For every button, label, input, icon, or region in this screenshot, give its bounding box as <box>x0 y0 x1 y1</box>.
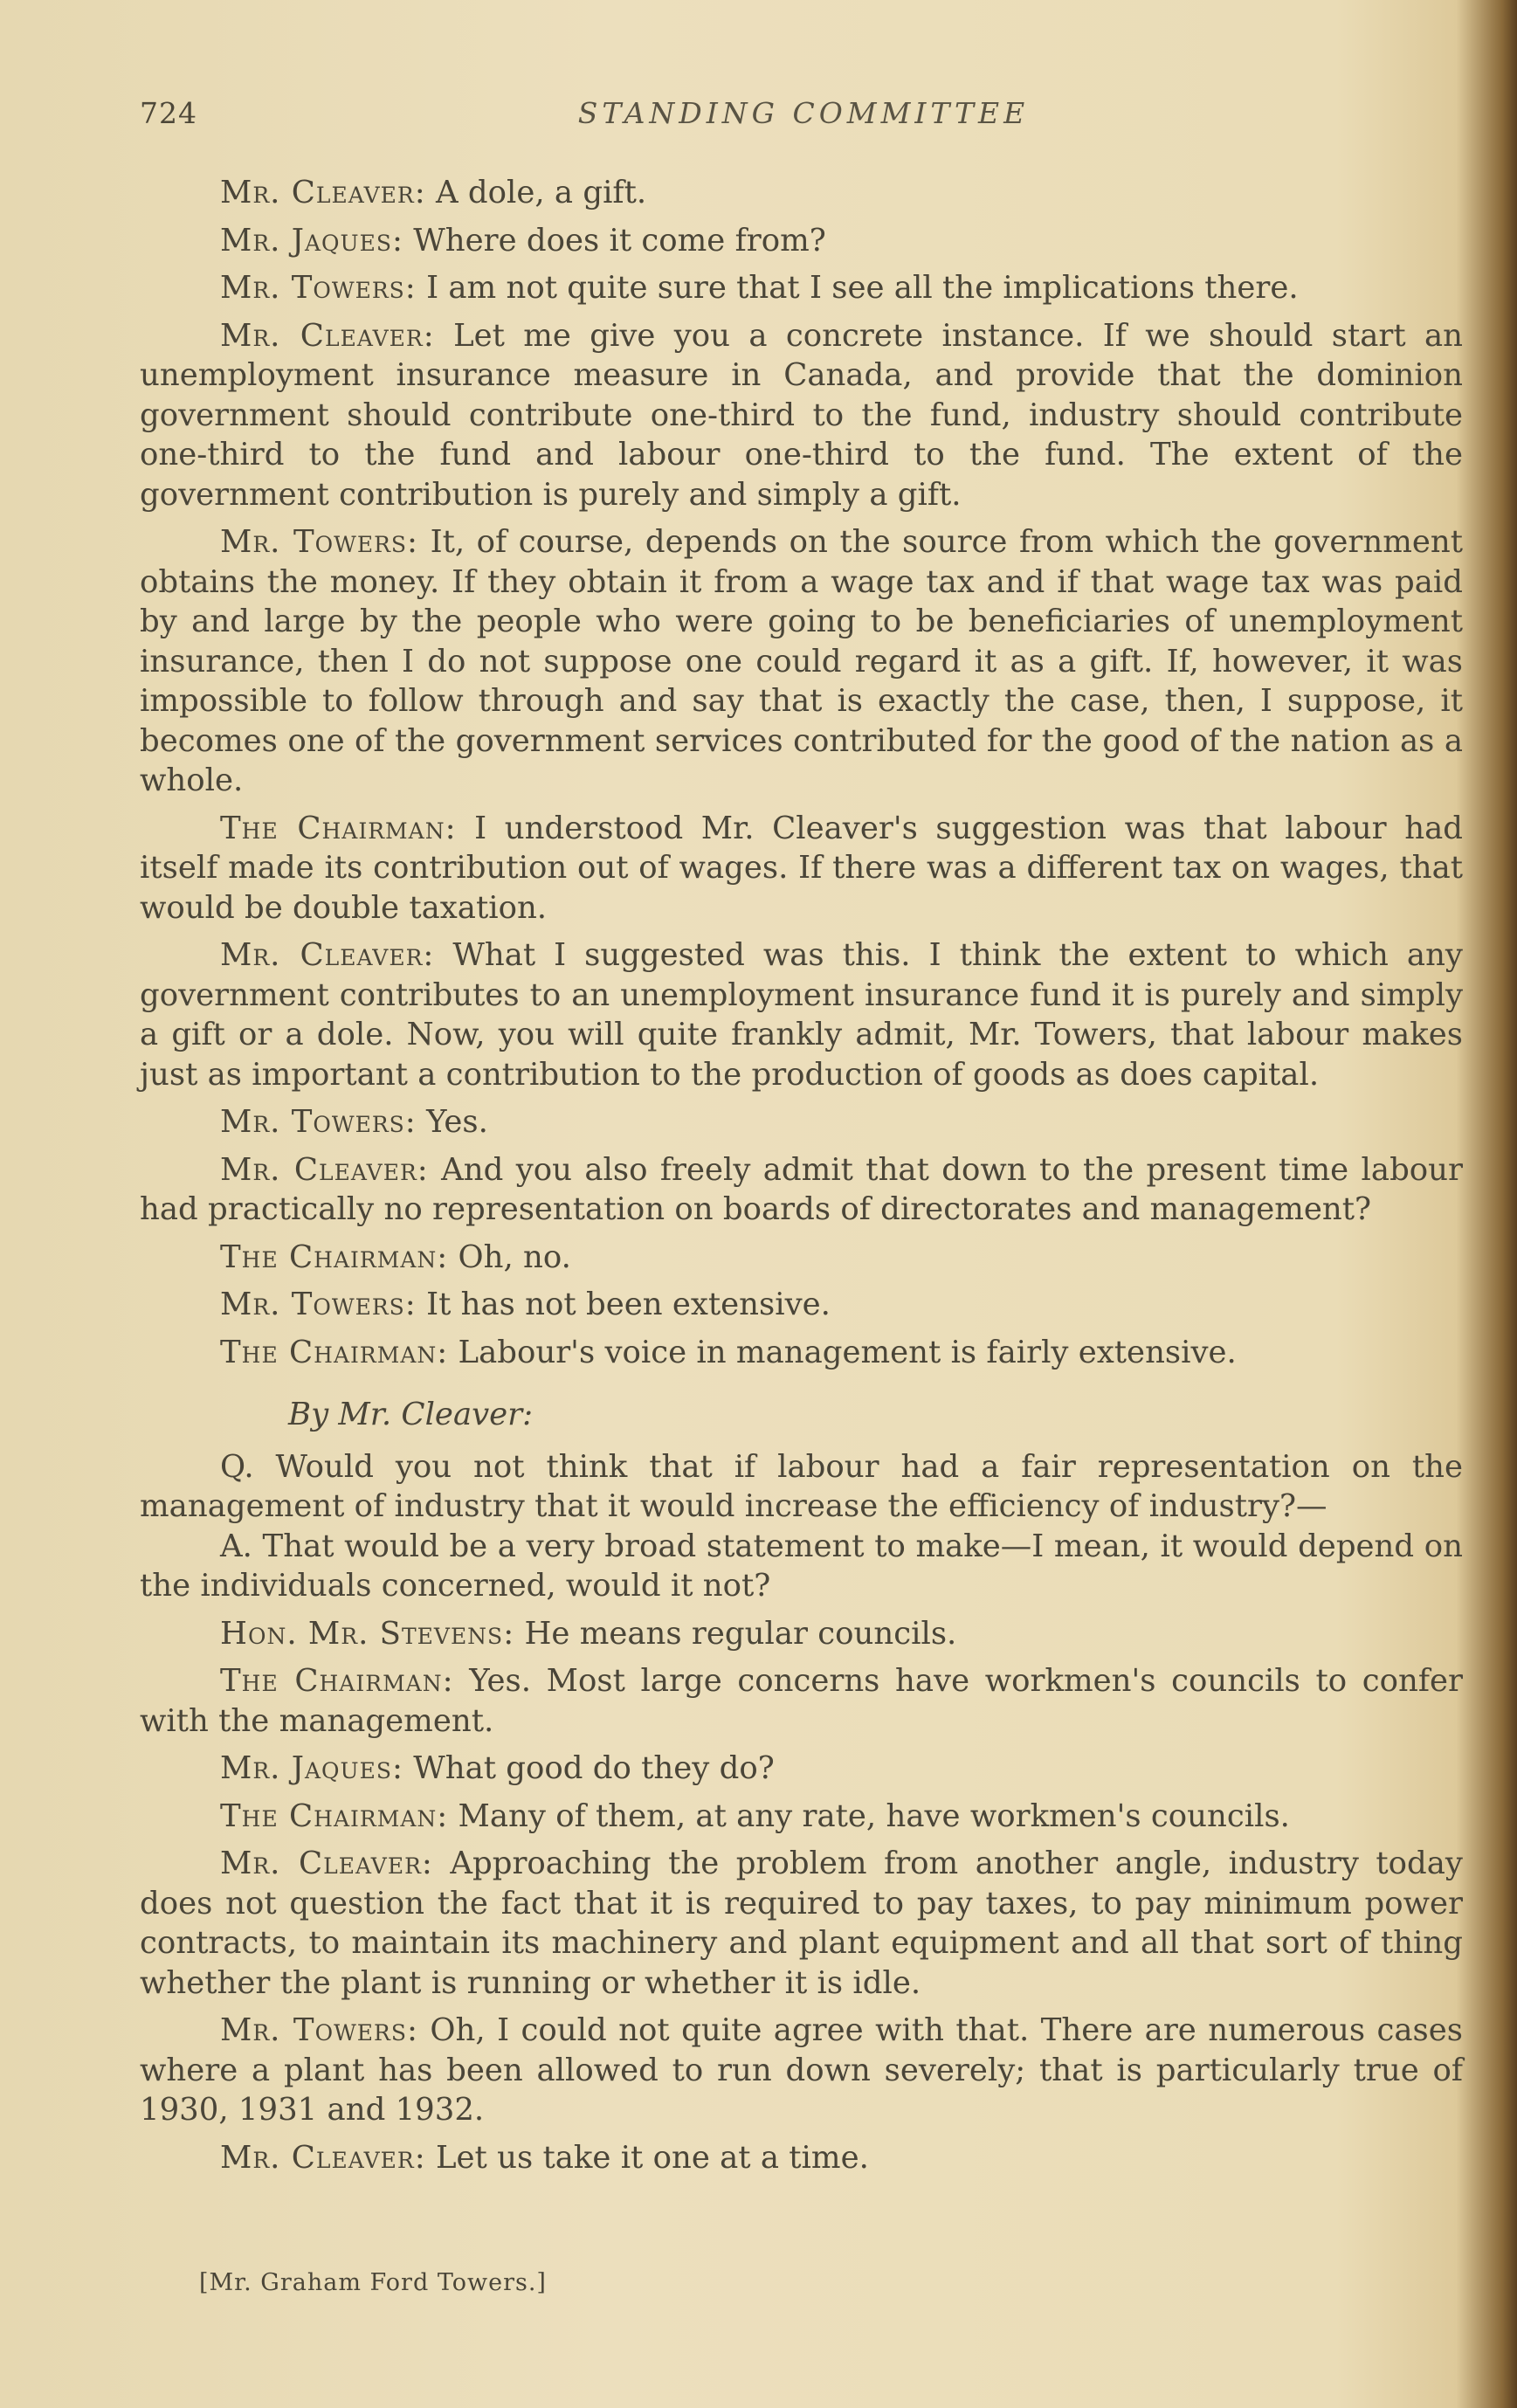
speech-text: Let us take it one at a time. <box>435 2139 869 2176</box>
dialogue-paragraph <box>140 221 1463 261</box>
speech-text: Oh, no. <box>458 1238 571 1275</box>
speaker-label: The Chairman: <box>220 1238 449 1275</box>
dialogue-paragraph <box>140 1844 1463 2003</box>
dialogue-paragraph <box>140 316 1463 515</box>
speech-text: It has not been extensive. <box>426 1287 831 1322</box>
dialogue-paragraph <box>140 1661 1463 1741</box>
dialogue-paragraph <box>140 173 1463 213</box>
dialogue-paragraph <box>140 1285 1463 1325</box>
dialogue-paragraph <box>140 1797 1463 1837</box>
speech-text: Let me give you a concrete instance. If we should start an unemployment insurance measure in Canada, and provide that the dominion government should contribute one-third to the fund, industry should contribute one-third to the fund and labour one-third to the fund. The extent of the government contribution is purely and simply a gift. <box>140 317 1463 513</box>
speaker-label: Mr. Towers: <box>220 1287 417 1322</box>
speech-text: Many of them, at any rate, have workmen's councils. <box>458 1797 1290 1834</box>
speech-text: I am not quite sure that I see all the implications there. <box>426 270 1299 306</box>
speech-text: Oh, I could not quite agree with that. There are numerous cases where a plant has been allowed to run down severely; that is particularly true of 1930, 1931 and 1932. <box>140 2012 1463 2128</box>
speaker-label: Mr. Jaques: <box>220 222 403 259</box>
speech-text: What I suggested was this. I think the extent to which any government contributes to an unemployment insurance fund it is purely and simply a gift or a dole. Now, you will quite frankly admit, Mr. Towers, that labour makes just as important a contribution to the production of goods as does capital. <box>140 937 1463 1093</box>
speech-text: And you also freely admit that down to the present time labour had practically no representation on boards of directorates and management? <box>140 1151 1463 1227</box>
speaker-label: Mr. Towers: <box>220 1104 417 1140</box>
footer-witness: [Mr. Graham Ford Towers.] <box>199 2269 547 2296</box>
speaker-label: Mr. Cleaver: <box>220 1151 429 1188</box>
dialogue-paragraph <box>140 1749 1463 1789</box>
dialogue-paragraph <box>140 1102 1463 1142</box>
speaker-label: Mr. Cleaver: <box>220 317 435 354</box>
speaker-label: Mr. Towers: <box>220 524 419 560</box>
speech-text: He means regular councils. <box>524 1615 957 1652</box>
speaker-label: Mr. Towers: <box>220 2012 418 2048</box>
page-header <box>140 96 1467 140</box>
running-head: STANDING COMMITTEE <box>577 96 1030 130</box>
dialogue-paragraph <box>140 1614 1463 1654</box>
speech-text: I understood Mr. Cleaver's suggestion was that labour had itself made its contribution out of wages. If there was a different tax on wages, that would be double taxation. <box>140 810 1464 926</box>
speaker-label: The Chairman: <box>220 1797 449 1834</box>
speech-text: A dole, a gift. <box>435 175 647 210</box>
dialogue-paragraph <box>140 2011 1463 2130</box>
dialogue-paragraph <box>140 522 1463 801</box>
dialogue-paragraph <box>140 1150 1463 1230</box>
speaker-label: Hon. Mr. Stevens: <box>220 1615 515 1652</box>
answer: A. That would be a very broad statement to make—I mean, it would depend on the individuals concerned, would it not? <box>140 1528 1463 1604</box>
page-number: 724 <box>140 96 197 130</box>
speech-text: What good do they do? <box>413 1750 775 1786</box>
speaker-label: Mr. Cleaver: <box>220 2139 426 2176</box>
dialogue-paragraph <box>140 268 1463 308</box>
speaker-label: The Chairman: <box>220 810 457 846</box>
byline: By Mr. Cleaver: <box>288 1397 534 1432</box>
speaker-label: Mr. Cleaver: <box>220 175 426 210</box>
speaker-label: Mr. Cleaver: <box>220 1846 433 1881</box>
dialogue-paragraph <box>140 2138 1463 2178</box>
speaker-label: The Chairman: <box>220 1334 449 1370</box>
speech-text: Where does it come from? <box>413 222 826 259</box>
dialogue-block-2 <box>140 1614 1463 2178</box>
speech-text: Yes. <box>426 1104 488 1140</box>
dialogue-block-1 <box>140 173 1463 1372</box>
speaker-label: Mr. Jaques: <box>220 1750 403 1786</box>
speech-text: Approaching the problem from another angle, industry today does not question the fact that it is required to pay taxes, to pay minimum power contracts, to maintain its machinery and plant equipment and all that sort of thing whether the plant is running or whether it is idle. <box>140 1846 1463 2001</box>
question: Q. Would you not think that if labour had a fair representation on the management of industry that it would increase the efficiency of industry?— <box>140 1448 1463 1524</box>
speaker-label: The Chairman: <box>220 1663 454 1699</box>
dialogue-paragraph <box>140 1333 1463 1373</box>
speaker-label: Mr. Towers: <box>220 270 417 306</box>
speech-text: Labour's voice in management is fairly extensive. <box>458 1334 1237 1370</box>
dialogue-paragraph <box>140 809 1463 928</box>
speech-text: It, of course, depends on the source from which the government obtains the money. If they obtain it from a wage tax and if that wage tax was paid by and large by the people who were going to be beneficiaries of unemployment insurance, then I do not suppose one could regard it as a gift. If, however, it was impossible to follow through and say that is exactly the case, then, I suppose, it becomes one of the government services contributed for the good of the nation as a whole. <box>140 524 1463 798</box>
transcript-body <box>140 173 1463 2185</box>
speech-text: Yes. Most large concerns have workmen's councils to confer with the management. <box>140 1663 1463 1739</box>
speaker-label: Mr. Cleaver: <box>220 937 435 973</box>
dialogue-paragraph <box>140 1238 1463 1278</box>
dialogue-paragraph <box>140 935 1463 1094</box>
